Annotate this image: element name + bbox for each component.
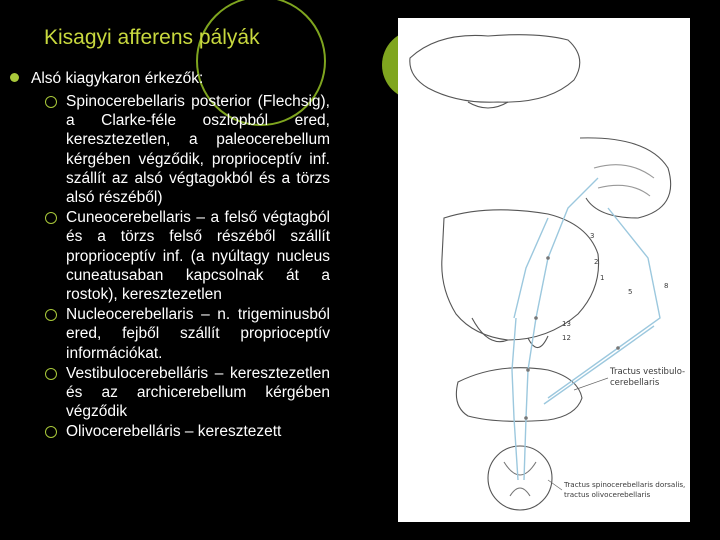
spinocerebellar-tract <box>524 178 598 480</box>
ring-bullet-icon <box>45 212 57 224</box>
spino-label-line2: tractus olivocerebellaris <box>564 490 651 499</box>
figure-number: 2 <box>594 258 599 266</box>
list-item-text: Nucleocerebellaris – n. trigeminusból ered, fejből szállít proprioceptív információkat. <box>66 306 330 362</box>
vestibulo-label-line2: cerebellaris <box>610 378 660 388</box>
ring-bullet-icon <box>45 426 57 438</box>
cerebellar-pathways-diagram <box>398 18 690 522</box>
cerebellum-outline <box>580 138 671 218</box>
list-item <box>44 364 330 422</box>
spino-label-line1: Tractus spinocerebellaris dorsalis, <box>564 480 686 489</box>
bullet-dot-icon <box>10 73 19 82</box>
main-bullet-text: Alsó kiagykaron érkezők: <box>31 70 204 87</box>
figure-number: 3 <box>590 232 595 240</box>
list-item-text: Spinocerebellaris posterior (Flechsig), a Clarke-féle oszlopból ered, keresztezetlen, a paleocerebellum kérgében végződik, proprioceptív inf. szállít az alsó végtagokból és a törzs alsó részéből) <box>66 93 330 207</box>
figure-number: 13 <box>562 320 571 328</box>
pathway-list <box>44 92 330 443</box>
figure-number: 12 <box>562 334 571 342</box>
list-item <box>44 422 330 441</box>
ring-bullet-icon <box>45 309 57 321</box>
medulla-section <box>442 210 599 340</box>
main-bullet <box>10 70 203 88</box>
vestibulo-label-line1: Tractus vestibulo- <box>610 367 686 377</box>
ring-bullet-icon <box>45 368 57 380</box>
list-item <box>44 208 330 304</box>
list-item <box>44 305 330 363</box>
lower-medulla-section <box>456 368 582 422</box>
figure-number: 5 <box>628 288 633 296</box>
list-item-text: Vestibulocerebelláris – keresztezetlen és az archicerebellum kérgében végződik <box>66 364 330 421</box>
pons-section <box>410 35 580 103</box>
list-item-text: Olivocerebelláris – keresztezett <box>66 423 282 441</box>
anatomy-figure <box>398 18 690 522</box>
figure-number: 8 <box>664 282 669 290</box>
ring-bullet-icon <box>45 96 57 108</box>
figure-number: 1 <box>600 274 605 282</box>
slide-title: Kisagyi afferens pályák <box>44 26 260 49</box>
list-item <box>44 92 330 207</box>
spinal-cord-section <box>488 446 552 510</box>
list-item-text: Cuneocerebellaris – a felső végtagból és a törzs felső részéből szállít proprioceptív inf. (a nyúltagy nucleus cuneatusaban kapcsolnak át a rostok), keresztezetlen <box>66 209 330 304</box>
